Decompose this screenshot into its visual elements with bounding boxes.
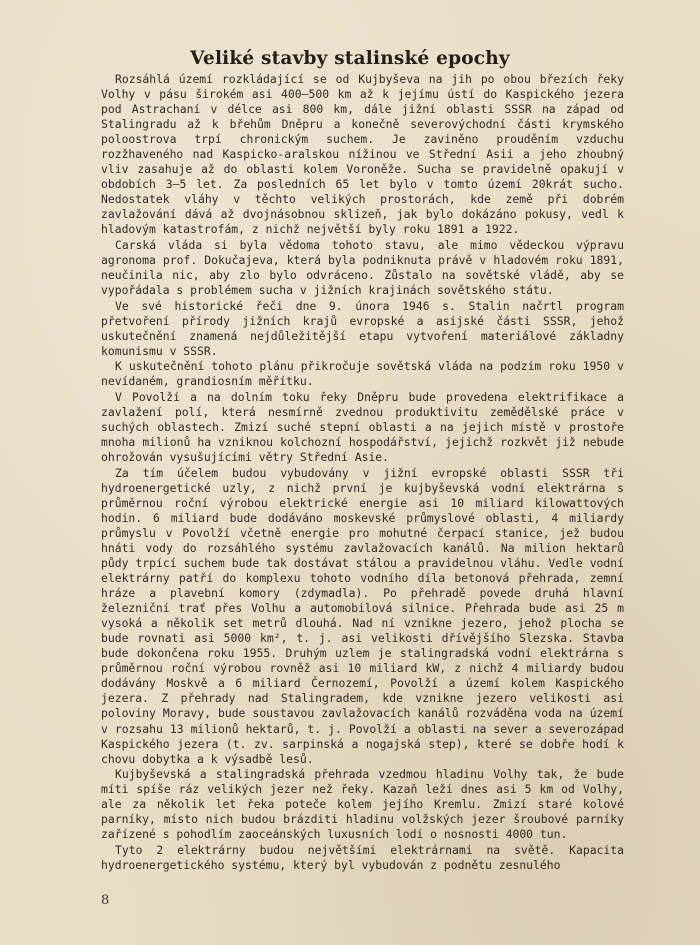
paragraph: Za tím účelem budou vybudovány v jižní evropské oblasti SSSR tři hydroenergetické uzly, z nichž první je kujbyševská vodní elektrárna s průměrnou roční výrobou elektrické energie asi 10 miliard kilowattových hodin. 6 miliard bude dodáváno moskevské průmyslové oblasti, 4 miliardy průmyslu v Povolží včetně energie pro mohutné čerpací stanice, jež budou hnáti vody do rozsáhlého systému zavlažovacích kanálů. Na milion hektarů půdy trpící suchem bude tak dostávat stálou a pravidelnou vláhu. Vedle vodní elektrárny patří do komplexu tohoto vodního díla betonová přehrada, zemní hráze a plavební komory (zdymadla). Po přehradě povede druhá hlavní železniční trať přes Volhu a automobilová silnice. Přehrada bude asi 25 m vysoká a několik set metrů dlouhá. Nad ní vznikne jezero, jehož plocha se bude rovnati asi 5000 km², t. j. asi velikosti dřívějšího Slezska. Stavba bude dokončena roku 1955. Druhým uzlem je stalingradská vodní elektrárna s průměrnou roční výrobou rovněž asi 10 miliard kW, z nichž 4 miliardy budou dodávány Moskvě a 6 miliard Černozemí, Povolží a území kolem Kaspického jezera. Z přehrady nad Stalingradem, kde vznikne jezero velikosti asi poloviny Moravy, bude soustavou zavlažovacích kanálů rozváděna voda na území v rozsahu 13 milionů hektarů, t. j. Povolží a oblasti na sever a severozápad Kaspického jezera (t. zv. sarpinská a nogajská step), které se dobře hodí k chovu dobytka a k výsadbě lesů.	[101, 465, 624, 766]
paragraph: Tyto 2 elektrárny budou největšími elektrárnami na světě. Kapacita hydroenergetického systému, který byl vybudován z podnětu zesnulého	[101, 842, 624, 872]
page-title: Veliké stavby stalinské epochy	[190, 48, 510, 69]
paragraph: Carská vláda si byla vědoma tohoto stavu, ale mimo vědeckou výpravu agronoma prof. Dokučajeva, která byla podniknuta právě v hladovém roku 1891, neučinila nic, aby zlo bylo odvráceno. Zůstalo na sovětské vládě, aby se vypořádala s problémem sucha v jižních krajinách sovětského státu.	[101, 238, 624, 298]
paragraph: V Povolží a na dolním toku řeky Dněpru bude provedena elektrifikace a zavlažení polí, která nesmírně zvednou produktivitu zemědělské práce v suchých oblastech. Zmizí suché stepní oblasti a na jejich místě v prostoře mnoha milionů ha vzniknou kolchozní hospodářství, jejichž rozkvět již nebude ohrožován vysušujícími větry Střední Asie.	[101, 389, 624, 465]
paragraph: Kujbyševská a stalingradská přehrada vzedmou hladinu Volhy tak, že bude míti spíše ráz velikých jezer než řeky. Kazaň leží dnes asi 5 km od Volhy, ale za několik let řeka poteče kolem jejího Kremlu. Zmizí staré kolové parníky, místo nich budou brázditi hladinu volžských jezer šroubové parníky zařízené s pohodlím zaoceánských luxusních lodí o nosnosti 4000 tun.	[101, 767, 624, 842]
paragraph: K uskutečnění tohoto plánu přikročuje sovětská vláda na podzim roku 1950 v nevídaném, grandiosním měřítku.	[101, 359, 624, 389]
paragraph: Ve své historické řeči dne 9. února 1946 s. Stalin načrtl program přetvoření přírody jižních krajů evropské a asijské části SSSR, jehož uskutečnění znamená nejdůležitější etapu vytvoření materiálové základny komunismu v SSSR.	[101, 298, 624, 358]
paragraph: Rozsáhlá území rozkládající se od Kujbyševa na jih po obou březích řeky Volhy v pásu širokém asi 400—500 km až k jejímu ústí do Kaspického jezera pod Astrachaní v délce asi 800 km, dále jižní oblasti SSSR na západ od Stalingradu až k břehům Dněpru a konečně severovýchodní části krymského poloostrova trpí chronickým suchem. Je zaviněno prouděním vzduchu rozžhaveného nad Kaspicko-aralskou nížinou ve Střední Asii a jeho zhoubný vliv zasahuje až do oblasti kolem Voroněže. Sucha se pravidelně opakují v obdobích 3—5 let. Za posledních 65 let bylo v tomto území 20krát sucho. Nedostatek vláhy v těchto velikých prostorách, kde země při dobrém zavlažování dává až dvojnásobnou sklizeň, jak bylo dokázáno pokusy, vedl k hladovým katastrofám, z nichž největší byly roku 1891 a 1922.	[101, 72, 624, 237]
page-number: 8	[101, 893, 110, 908]
article-body	[101, 72, 624, 873]
